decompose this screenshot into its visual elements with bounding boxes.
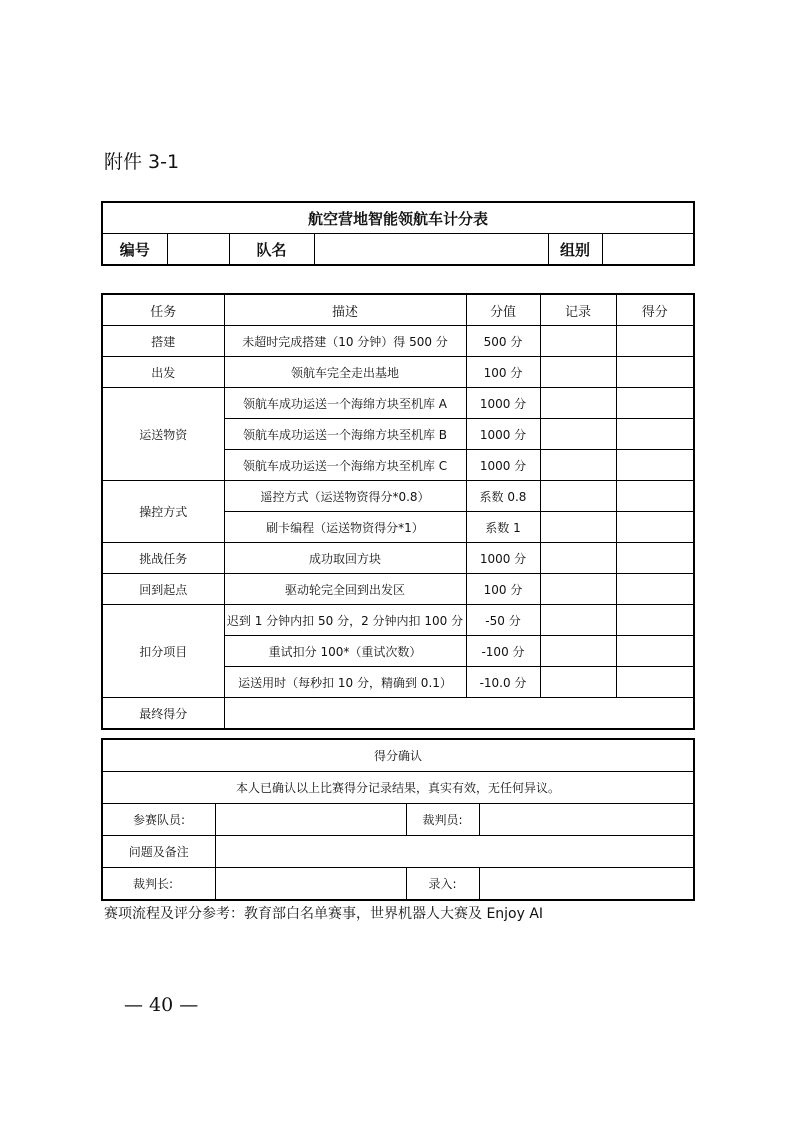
record-cell[interactable] [540, 667, 616, 698]
row-value: 系数 0.8 [466, 481, 540, 512]
row-desc: 迟到 1 分钟内扣 50 分，2 分钟内扣 100 分 [224, 605, 466, 636]
group-field[interactable] [602, 234, 694, 266]
record-cell[interactable] [540, 636, 616, 667]
row-value: 1000 分 [466, 543, 540, 574]
record-cell[interactable] [540, 388, 616, 419]
entry-label: 录入: [406, 868, 479, 901]
notes-field[interactable] [215, 836, 694, 868]
final-score-field[interactable] [224, 698, 694, 730]
attachment-label: 附件 3-1 [104, 151, 180, 173]
record-cell[interactable] [540, 419, 616, 450]
row-desc: 成功取回方块 [224, 543, 466, 574]
row-value: 1000 分 [466, 450, 540, 481]
group-label: 组别 [548, 234, 602, 266]
col-header-task: 任务 [102, 294, 224, 326]
record-cell[interactable] [540, 543, 616, 574]
row-value: 系数 1 [466, 512, 540, 543]
col-header-desc: 描述 [224, 294, 466, 326]
score-cell[interactable] [616, 605, 694, 636]
score-cell[interactable] [616, 636, 694, 667]
row-desc: 驱动轮完全回到出发区 [224, 574, 466, 605]
player-field[interactable] [215, 804, 406, 836]
confirm-title: 得分确认 [102, 739, 694, 772]
row-desc: 领航车成功运送一个海绵方块至机库 B [224, 419, 466, 450]
task-return: 回到起点 [102, 574, 224, 605]
referee-label: 裁判员: [406, 804, 479, 836]
team-label: 队名 [229, 234, 314, 266]
row-value: 100 分 [466, 357, 540, 388]
row-desc: 领航车成功运送一个海绵方块至机库 C [224, 450, 466, 481]
record-cell[interactable] [540, 512, 616, 543]
number-field[interactable] [167, 234, 229, 266]
record-cell[interactable] [540, 574, 616, 605]
record-cell[interactable] [540, 326, 616, 357]
col-header-score: 得分 [616, 294, 694, 326]
score-cell[interactable] [616, 326, 694, 357]
score-cell[interactable] [616, 388, 694, 419]
row-value: 500 分 [466, 326, 540, 357]
row-desc: 未超时完成搭建（10 分钟）得 500 分 [224, 326, 466, 357]
score-cell[interactable] [616, 450, 694, 481]
entry-field[interactable] [479, 868, 694, 901]
row-value: -10.0 分 [466, 667, 540, 698]
page-number: — 40 — [124, 994, 199, 1016]
confirm-table [101, 738, 695, 901]
task-final: 最终得分 [102, 698, 224, 730]
task-build: 搭建 [102, 326, 224, 357]
task-transport: 运送物资 [102, 388, 224, 481]
chief-field[interactable] [215, 868, 406, 901]
score-cell[interactable] [616, 357, 694, 388]
row-value: -100 分 [466, 636, 540, 667]
row-desc: 领航车完全走出基地 [224, 357, 466, 388]
row-value: 1000 分 [466, 388, 540, 419]
confirm-statement: 本人已确认以上比赛得分记录结果，真实有效，无任何异议。 [102, 772, 694, 804]
form-title: 航空营地智能领航车计分表 [102, 202, 694, 234]
score-cell[interactable] [616, 667, 694, 698]
reference-note: 赛项流程及评分参考：教育部白名单赛事，世界机器人大赛及 Enjoy AI [104, 906, 544, 922]
col-header-value: 分值 [466, 294, 540, 326]
col-header-record: 记录 [540, 294, 616, 326]
score-cell[interactable] [616, 574, 694, 605]
chief-label: 裁判长: [102, 868, 215, 901]
row-desc: 遥控方式（运送物资得分*0.8） [224, 481, 466, 512]
record-cell[interactable] [540, 605, 616, 636]
row-desc: 运送用时（每秒扣 10 分，精确到 0.1） [224, 667, 466, 698]
row-desc: 领航车成功运送一个海绵方块至机库 A [224, 388, 466, 419]
task-control: 操控方式 [102, 481, 224, 543]
player-label: 参赛队员: [102, 804, 215, 836]
row-desc: 刷卡编程（运送物资得分*1） [224, 512, 466, 543]
task-challenge: 挑战任务 [102, 543, 224, 574]
row-value: -50 分 [466, 605, 540, 636]
score-cell[interactable] [616, 419, 694, 450]
score-cell[interactable] [616, 543, 694, 574]
number-label: 编号 [102, 234, 167, 266]
header-table [101, 201, 695, 266]
row-desc: 重试扣分 100*（重试次数） [224, 636, 466, 667]
notes-label: 问题及备注 [102, 836, 215, 868]
score-table [101, 293, 695, 730]
referee-field[interactable] [479, 804, 694, 836]
score-cell[interactable] [616, 512, 694, 543]
task-depart: 出发 [102, 357, 224, 388]
team-field[interactable] [314, 234, 548, 266]
task-deduct: 扣分项目 [102, 605, 224, 698]
row-value: 1000 分 [466, 419, 540, 450]
record-cell[interactable] [540, 357, 616, 388]
record-cell[interactable] [540, 450, 616, 481]
row-value: 100 分 [466, 574, 540, 605]
record-cell[interactable] [540, 481, 616, 512]
score-cell[interactable] [616, 481, 694, 512]
